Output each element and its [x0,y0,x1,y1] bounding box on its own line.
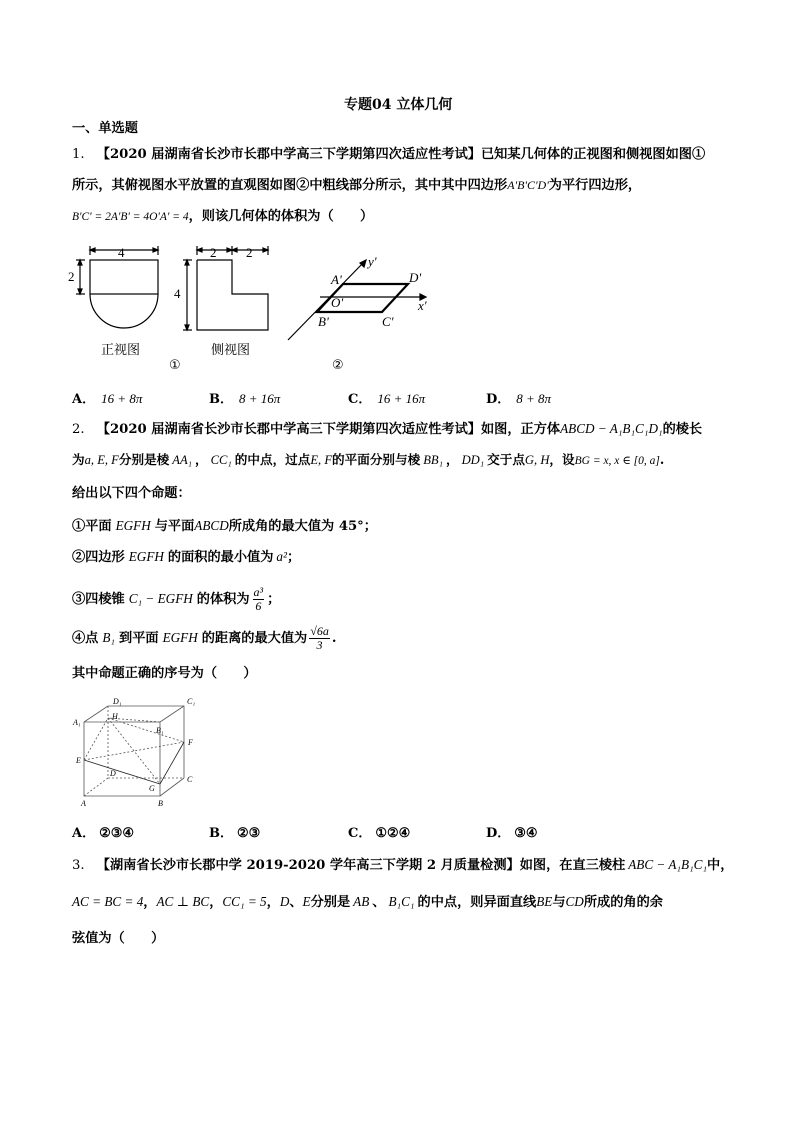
prop-text: . [331,631,337,646]
q2-number: 2. [72,422,85,437]
q1-figure [68,238,448,372]
q3-text: ， [209,895,223,910]
prop-text: ③四棱锥 [72,592,125,607]
prop-math: EGFH [115,518,151,533]
prop-text: ①平面 [72,519,112,534]
q3-line-2 [72,893,663,911]
prop-text: 与平面 [154,519,195,534]
q2-text: 为 [72,452,85,467]
q2-math: BG = x, x ∈ [0, a] [574,455,660,467]
q3-math: CC₁ = 5 [222,894,267,909]
fraction-sqrt6a-over-3 [309,625,330,652]
fraction-a3-over-6 [253,586,265,613]
q1-option-a[interactable] [72,388,142,407]
option-letter: A． [72,392,96,407]
q1-line-3 [72,208,373,226]
fraction-numerator: √6a [310,624,329,638]
front-view-caption: 正视图 [101,343,141,358]
front-view [76,246,158,328]
q2-proposition-1 [72,517,377,535]
option-letter: B． [209,392,233,407]
q1-text-b: 所示，其俯视图水平放置的直观图如图②中粗线部分所示，其中其中四边形 [72,178,508,193]
q3-math: E [302,894,311,909]
q2-option-b[interactable] [209,822,260,841]
q2-proposition-2 [72,548,300,566]
label-e: E [76,756,81,765]
q1-text-b-end: 为平行四边形， [548,178,642,193]
q3-math: D [279,894,290,909]
side-top-left-label: 2 [210,245,217,260]
point-b-label: B' [318,314,329,329]
point-o-label: O' [331,295,344,310]
q3-text: 的中点，则异面直线 [417,895,537,910]
x-axis-label: x' [418,298,427,313]
prop-math: C₁ − EGFH [128,591,193,606]
oblique-view [288,260,426,340]
q2-math: G, H [524,453,550,467]
q3-number: 3. [72,858,85,873]
option-value: ②③ [237,826,261,841]
fraction-denominator: 3 [316,638,323,652]
q2-text: ， [195,452,208,467]
q2-line-2 [72,451,664,470]
q3-text: ， [143,895,157,910]
label-c: C [187,775,193,784]
option-value: 16 + 16π [377,391,426,406]
label-h: H [112,712,118,721]
fraction-numerator: a³ [253,585,264,599]
option-letter: D． [486,826,511,841]
q3-math: AC ⊥ BC [156,894,210,909]
q2-proposition-3 [72,586,280,613]
q3-math: AC = BC = 4 [72,894,144,909]
label-c1: C₁ [187,697,196,706]
q2-intro: 给出以下四个命题： [72,486,191,501]
q3-source: 【湖南省长沙市长郡中学 2019-2020 学年高三下学期 2 月质量检测】 [96,858,520,873]
q2-text: 的棱长 [662,422,703,437]
option-letter: A． [72,826,96,841]
q3-math: B₁C₁ [388,894,415,909]
prop-text: 的距离的最大值为 [201,631,308,646]
label-b: B [158,799,163,808]
prop-math: EGFH [128,549,164,564]
label-g: G [149,784,155,793]
q3-text: ， [266,895,280,910]
q2-cube-figure [70,692,210,810]
label-a: A [81,799,86,808]
q2-math: E, F [310,453,333,467]
side-view-caption: 侧视图 [211,343,251,358]
option-letter: B． [209,826,233,841]
q2-text: ， [445,452,459,467]
q1-number: 1. [72,147,85,162]
q1-source: 【2020 届湖南省长沙市长郡中学高三下学期第四次适应性考试】 [96,147,481,162]
label-d1: D₁ [113,697,122,706]
y-axis-label: y' [368,254,377,269]
q2-math: CC₁ [210,453,232,467]
prop-math: a² [276,549,287,564]
q3-math: BE [536,894,553,909]
q2-math: BB₁ [423,453,443,467]
option-value: 8 + 8π [516,391,552,406]
q2-math: DD₁ [461,453,485,467]
prop-text: 的体积为 [196,592,250,607]
section-heading: 一、单选题 [72,121,138,136]
prop-text: ④点 [72,631,99,646]
q2-text: 分别是棱 [118,452,170,467]
front-width-label: 4 [118,245,125,260]
label-d: D [110,769,116,778]
fraction-denominator: 6 [255,599,262,613]
label-b1: B₁ [156,726,164,735]
prop-math: B₁ [102,630,116,645]
option-letter: C． [348,826,372,841]
q2-proposition-4 [72,625,336,652]
q2-option-d[interactable] [486,822,538,841]
page-title: 专题04 立体几何 [344,97,453,113]
option-value: ②③④ [99,826,135,841]
point-d-label: D' [409,270,422,285]
figure-2-marker: ② [332,358,344,372]
q2-text: 如图，正方体 [480,422,561,437]
q1-math-condition: B'C' = 2A'B' = 4O'A' = 4 [72,211,189,223]
point-c-label: C' [382,314,394,329]
q3-text: 如图，在直三棱柱 [519,858,626,873]
front-height-label: 2 [68,269,75,284]
prop-text: 的面积的最小值为 [167,550,274,565]
option-letter: D． [486,392,511,407]
side-top-right-label: 2 [246,245,253,260]
q2-math: AA₁ [172,453,193,467]
q2-option-a[interactable] [72,822,134,841]
q1-text-a: 已知某几何体的正视图和侧视图如图① [480,147,706,162]
label-a1: A₁ [73,718,81,727]
q1-option-c[interactable] [348,388,425,407]
prop-text: 所成角的最大值为 45°； [228,519,377,534]
q2-line-1 [72,420,702,438]
q2-text: . [659,452,665,467]
q3-line-1 [72,856,733,874]
prop-text: ②四边形 [72,550,125,565]
option-letter: C． [348,392,372,407]
q3-text: 、 [289,895,303,910]
prop-math: ABCD [194,518,229,533]
q2-ask: 其中命题正确的序号为（ ） [72,666,257,681]
q3-math: CD [565,894,584,909]
q3-text: 与 [552,895,566,910]
q2-math-cube: ABCD − A₁B₁C₁D₁ [560,421,663,436]
prop-text: ； [286,550,301,565]
prop-text: ； [267,592,281,607]
q3-math-prism: ABC − A₁B₁C₁ [628,857,708,872]
q2-text: 的平面分别与棱 [332,452,421,467]
q1-option-d[interactable] [486,388,551,407]
side-height-label: 4 [174,286,181,301]
q3-text: 中， [707,858,734,873]
q2-text: 交于点 [487,452,525,467]
prop-math: EGFH [162,630,198,645]
q2-text: 的中点，过点 [234,452,311,467]
q2-text: ，设 [549,452,575,467]
option-value: ③④ [514,826,538,841]
q1-text-c-end: ，则该几何体的体积为（ ） [188,209,374,224]
option-value: 8 + 16π [239,391,281,406]
q2-source: 【2020 届湖南省长沙市长郡中学高三下学期第四次适应性考试】 [96,422,481,437]
q3-text: 、 [372,895,386,910]
figure-1-marker: ① [169,358,181,372]
prop-text: 到平面 [119,631,159,646]
side-view [183,246,268,330]
point-a-label: A' [331,272,342,287]
q1-option-b[interactable] [209,388,280,407]
q1-line-2 [72,177,641,194]
option-value: ①②④ [375,826,411,841]
q2-option-c[interactable] [348,822,410,841]
q1-line-1 [72,146,705,163]
q1-math-abcd: A'B'C'D' [507,178,549,192]
q3-line-3: 弦值为（ ） [72,931,165,946]
option-value: 16 + 8π [101,391,143,406]
q3-text: 分别是 [310,895,351,910]
label-f: F [188,738,193,747]
q2-math: a, E, F [84,453,119,467]
q3-math: AB [353,894,370,909]
q3-text: 所成的角的余 [583,895,663,910]
